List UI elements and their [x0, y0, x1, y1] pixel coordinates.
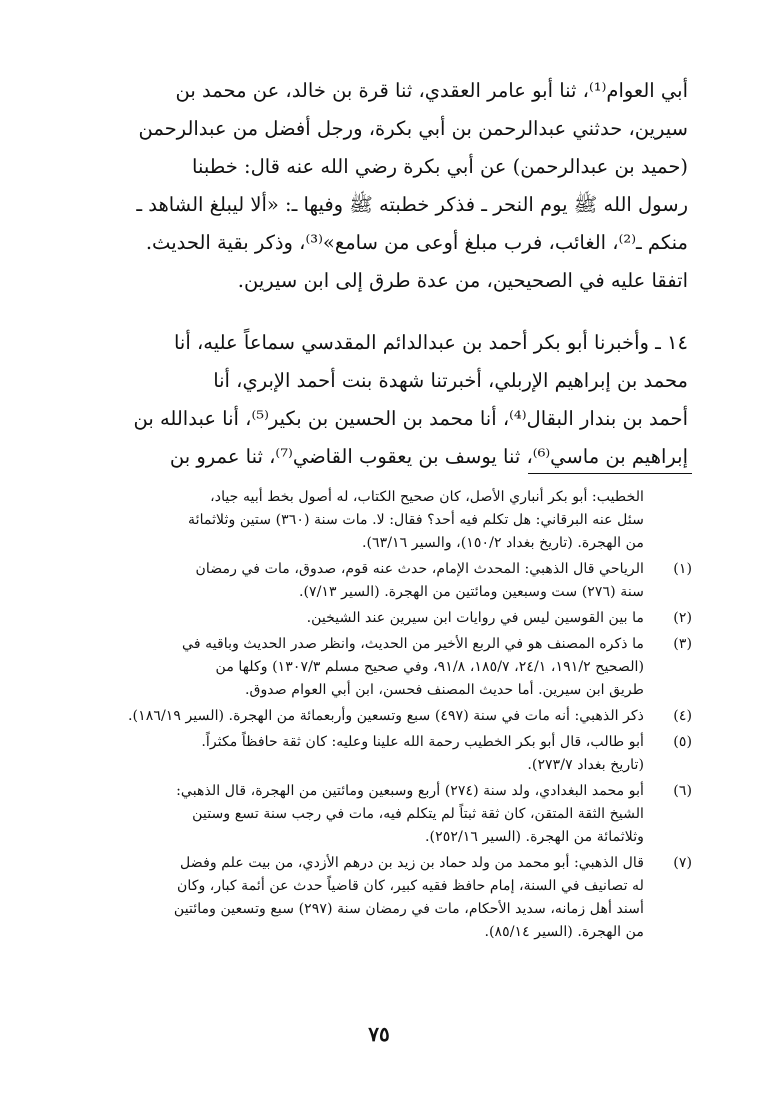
footnote-number: (٧) [673, 855, 692, 871]
paragraph-gap [66, 300, 688, 324]
text-line: محمد بن إبراهيم الإربلي، أخبرتنا شهدة بنت أحمد الإبري، أنا [213, 369, 688, 392]
footnote-line: سئل عنه البرقاني: هل تكلم فيه أحد؟ فقال: لا. مات سنة (٣٦٠) ستين وثلاثمائة [188, 512, 644, 528]
footnote-line: وثلاثمائة من الهجرة. (السير ٢٥٢/١٦). [425, 829, 644, 845]
footnote-number: (١) [673, 561, 692, 577]
main-text [66, 72, 688, 476]
footnote-line: الشيخ الثقة المتقن، كان ثقة ثبتاً لم يتكلم فيه، مات في رجب سنة تسع وستين [192, 806, 644, 822]
footnote-number: (٢) [673, 610, 692, 626]
footnote-line: ما بين القوسين ليس في روايات ابن سيرين عند الشيخين. [306, 610, 644, 626]
footnote-line: سنة (٢٧٦) ست وسبعين ومائتين من الهجرة. (السير ٧/١٣). [298, 584, 644, 600]
footnote-number: (٤) [673, 708, 692, 724]
footnote-number: (٥) [673, 734, 692, 750]
footnote-2 [66, 607, 692, 630]
footnote-line: من الهجرة. (السير ٨٥/١٤). [484, 924, 644, 940]
footnote-5 [66, 731, 692, 777]
footnote-continuation [66, 486, 692, 555]
hadith-paragraph-2 [66, 324, 688, 476]
footnote-separator [528, 473, 692, 474]
footnote-line: أبو طالب، قال أبو بكر الخطيب رحمة الله علينا وعليه: كان ثقة حافظاً مكثراً. [201, 734, 644, 750]
footnote-line: من الهجرة. (تاريخ بغداد ١٥٠/٢)، والسير ٦٣/١٦). [361, 535, 644, 551]
footnote-6 [66, 780, 692, 849]
footnote-line: قال الذهبي: أبو محمد من ولد حماد بن زيد بن درهم الأزدي، من بيت علم وفضل [180, 855, 644, 871]
footnotes [66, 486, 692, 947]
text-line: إبراهيم بن ماسي⁽⁶⁾، ثنا يوسف بن يعقوب القاضي⁽⁷⁾، ثنا عمرو بن [169, 445, 688, 468]
text-line: أحمد بن بندار البقال⁽⁴⁾، أنا محمد بن الحسين بن بكير⁽⁵⁾، أنا عبدالله بن [133, 407, 688, 430]
footnote-line: ذكر الذهبي: أنه مات في سنة (٤٩٧) سبع وتسعين وأربعمائة من الهجرة. (السير ١٨٦/١٩). [128, 708, 644, 724]
footnote-3 [66, 633, 692, 702]
footnote-line: له تصانيف في السنة، إمام حافظ فقيه كبير، كان قاضياً حدث عن أئمة كبار، وكان [176, 878, 644, 894]
footnote-1 [66, 558, 692, 604]
footnote-line: (تاريخ بغداد ٢٧٣/٧). [527, 757, 644, 773]
footnote-7 [66, 852, 692, 944]
footnote-number: (٦) [673, 783, 692, 799]
footnote-line: أسند أهل زمانه، سديد الأحكام، مات في رمضان سنة (٢٩٧) سبع وتسعين ومائتين [173, 901, 644, 917]
text-line: أبي العوام⁽¹⁾، ثنا أبو عامر العقدي، ثنا قرة بن خالد، عن محمد بن [175, 79, 688, 102]
footnote-line: الخطيب: أبو بكر أنباري الأصل، كان صحيح الكتاب، له أصول بخط أبيه جياد، [210, 489, 644, 505]
text-line: سيرين، حدثني عبدالرحمن بن أبي بكرة، ورجل أفضل من عبدالرحمن [138, 117, 688, 140]
footnote-line: الرياحي قال الذهبي: المحدث الإمام، حدث عنه قوم، صدوق، مات في رمضان [195, 561, 644, 577]
footnote-line: أبو محمد البغدادي، ولد سنة (٢٧٤) أربع وسبعين ومائتين من الهجرة، قال الذهبي: [176, 783, 644, 799]
text-line: رسول الله ﷺ يوم النحر ـ فذكر خطبته ﷺ وفيها ـ: «ألا ليبلغ الشاهد ـ [136, 193, 688, 216]
footnote-4 [66, 705, 692, 728]
hadith-paragraph-1 [66, 72, 688, 300]
footnote-number: (٣) [673, 636, 692, 652]
footnote-line: طريق ابن سيرين. أما حديث المصنف فحسن، ابن أبي العوام صدوق. [244, 682, 644, 698]
text-line: ١٤ ـ وأخبرنا أبو بكر أحمد بن عبدالدائم المقدسي سماعاً عليه، أنا [173, 331, 688, 354]
text-line: (حميد بن عبدالرحمن) عن أبي بكرة رضي الله عنه قال: خطبنا [192, 155, 688, 178]
page-number: ٧٥ [368, 1022, 390, 1046]
text-line: اتفقا عليه في الصحيحين، من عدة طرق إلى ابن سيرين. [237, 269, 688, 292]
text-line: منكم ـ⁽²⁾، الغائب، فرب مبلغ أوعى من سامع»⁽³⁾، وذكر بقية الحديث. [145, 231, 688, 254]
footnote-line: ما ذكره المصنف هو في الربع الأخير من الحديث، وانظر صدر الحديث وباقيه في [182, 636, 644, 652]
footnote-line: (الصحيح ١٩١/٢، ٢٤/١، ١٨٥/٧، ٩١/٨، وفي صحيح مسلم ١٣٠٧/٣) وكلها من [215, 659, 644, 675]
